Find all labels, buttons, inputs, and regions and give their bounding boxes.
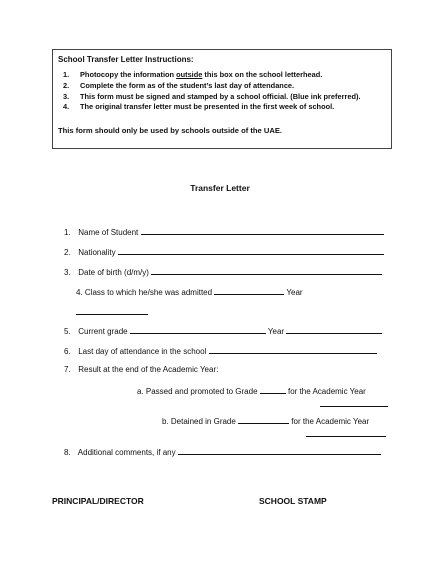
field-class-admitted[interactable]: 4. Class to which he/she was admitted Year [76,288,303,297]
field-current-grade[interactable]: 5. Current grade Year [64,325,382,337]
class-year-line[interactable] [76,306,148,315]
detained-year-field[interactable] [306,428,386,440]
dob-line[interactable] [151,266,382,275]
class-year-field[interactable] [76,306,148,318]
comments-line[interactable] [178,446,381,455]
nationality-line[interactable] [118,246,384,255]
instructions-list [63,70,360,113]
passed-year-line[interactable] [320,398,388,407]
passed-year-field[interactable] [320,398,388,410]
passed-grade-line[interactable] [260,385,286,394]
student-name-line[interactable] [141,226,384,235]
field-detained[interactable]: b. Detained in Grade for the Academic Year [162,417,370,426]
instruction-item: 4. The original transfer letter must be presented in the first week of school. [63,102,335,112]
field-passed[interactable]: a. Passed and promoted to Grade for the Academic Year [137,387,366,396]
detained-year-line[interactable] [306,428,386,437]
instruction-item: 2. Complete the form as of the student’s last day of attendance. [63,80,295,90]
instructions-box [52,49,392,149]
class-admitted-line[interactable] [214,286,284,295]
principal-director-label: PRINCIPAL/DIRECTOR [52,496,144,506]
field-student-name[interactable]: 1. Name of Student [64,226,384,238]
detained-grade-line[interactable] [238,415,289,424]
field-nationality[interactable]: 2. Nationality [64,246,384,258]
grade-year-line[interactable] [286,325,382,334]
school-stamp-label: SCHOOL STAMP [259,496,327,506]
form-title: Transfer Letter [190,183,250,193]
instruction-item: 3. This form must be signed and stamped by a school official. (Blue ink preferred). [63,91,361,101]
field-date-of-birth[interactable]: 3. Date of birth (d/m/y) [64,266,382,278]
current-grade-line[interactable] [130,325,266,334]
field-comments[interactable]: 8. Additional comments, if any [64,446,381,458]
instruction-item: 1. Photocopy the information outside this box on the school letterhead. [63,70,323,79]
last-day-line[interactable] [209,345,377,354]
instructions-title: School Transfer Letter Instructions: [58,55,194,64]
field-last-day[interactable]: 6. Last day of attendance in the school [64,345,377,357]
instructions-note: This form should only be used by schools outside of the UAE. [58,126,283,135]
field-result: 7. Result at the end of the Academic Year: [64,365,219,374]
